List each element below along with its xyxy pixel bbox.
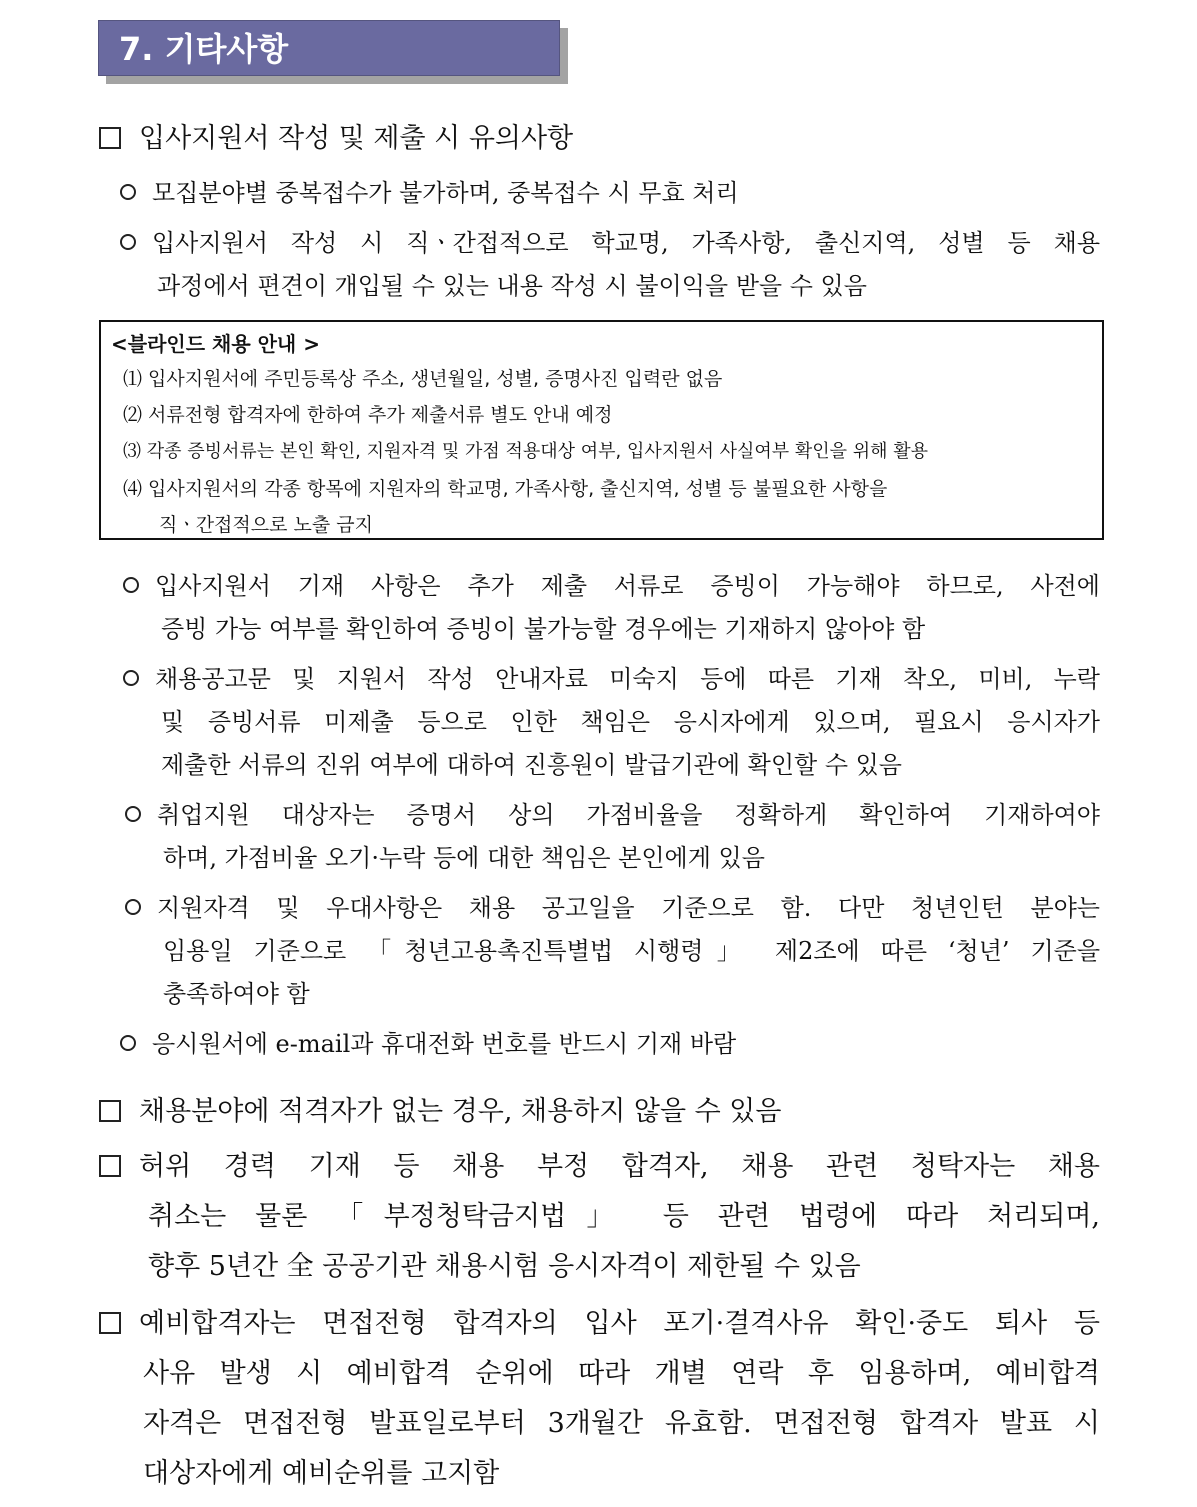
bullet-4-line-2: 및 증빙서류 미제출 등으로 인한 책임은 응시자에게 있으며, 필요시 응시자가: [161, 708, 1100, 736]
circle-bullet-icon: [120, 1035, 136, 1051]
checkbox-square-icon: [99, 1155, 121, 1177]
bullet-6-line-1: 지원자격 및 우대사항은 채용 공고일을 기준으로 함. 다만 청년인턴 분야는: [125, 888, 1100, 923]
section-3-line-2: 취소는 물론 「부정청탁금지법」 등 관련 법령에 따라 처리되며,: [148, 1201, 1100, 1232]
bullet-4-line-1: 채용공고문 및 지원서 작성 안내자료 미숙지 등에 따른 기재 착오, 미비, 누락: [123, 659, 1100, 694]
circle-bullet-icon: [120, 234, 136, 250]
section-heading-1: 입사지원서 작성 및 제출 시 유의사항: [99, 116, 573, 155]
bullet-2-line-1: 입사지원서 작성 시 직ㆍ간접적으로 학교명, 가족사항, 출신지역, 성별 등 채용: [120, 223, 1100, 258]
section-3-line-3: 향후 5년간 全 공공기관 채용시험 응시자격이 제한될 수 있음: [148, 1251, 861, 1282]
notice-item-continuation: 직ㆍ간접적으로 노출 금지: [159, 514, 373, 536]
bullet-6-line-2: 임용일 기준으로 「청년고용촉진특별법 시행령」 제2조에 따른 ‘청년’ 기준을: [163, 937, 1100, 965]
section-title-banner: [98, 20, 568, 82]
section-heading-4-line-1: 예비합격자는 면접전형 합격자의 입사 포기·결격사유 확인·중도 퇴사 등: [99, 1301, 1100, 1340]
bullet-5-line-2: 하며, 가점비율 오기·누락 등에 대한 책임은 본인에게 있음: [163, 844, 765, 872]
section-4-line-3: 자격은 면접전형 발표일로부터 3개월간 유효함. 면접전형 합격자 발표 시: [143, 1408, 1100, 1439]
notice-item: ⑴ 입사지원서에 주민등록상 주소, 생년월일, 성별, 증명사진 입력란 없음: [123, 368, 723, 390]
bullet-7: 응시원서에 e-mail과 휴대전화 번호를 반드시 기재 바람: [120, 1024, 736, 1059]
bullet-3-line-2: 증빙 가능 여부를 확인하여 증빙이 불가능할 경우에는 기재하지 않아야 함: [161, 615, 926, 643]
section-heading-3-line-1: 허위 경력 기재 등 채용 부정 합격자, 채용 관련 청탁자는 채용: [99, 1144, 1100, 1183]
checkbox-square-icon: [99, 1312, 121, 1334]
circle-bullet-icon: [123, 670, 139, 686]
circle-bullet-icon: [125, 899, 141, 915]
bullet-4-line-3: 제출한 서류의 진위 여부에 대하여 진흥원이 발급기관에 확인할 수 있음: [161, 751, 902, 779]
notice-title: <블라인드 채용 안내 >: [111, 332, 320, 356]
notice-item: ⑷ 입사지원서의 각종 항목에 지원자의 학교명, 가족사항, 출신지역, 성별 등 불필요한 사항을: [123, 478, 888, 500]
section-heading-2: 채용분야에 적격자가 없는 경우, 채용하지 않을 수 있음: [99, 1089, 781, 1128]
section-4-line-4: 대상자에게 예비순위를 고지함: [143, 1458, 500, 1489]
checkbox-square-icon: [99, 127, 121, 149]
bullet-1: 모집분야별 중복접수가 불가하며, 중복접수 시 무효 처리: [120, 173, 739, 208]
bullet-6-line-3: 충족하여야 함: [163, 980, 310, 1008]
circle-bullet-icon: [120, 184, 136, 200]
notice-item: ⑶ 각종 증빙서류는 본인 확인, 지원자격 및 가점 적용대상 여부, 입사지원서 사실여부 확인을 위해 활용: [123, 441, 929, 462]
blind-hiring-notice-box: [99, 320, 1104, 540]
bullet-5-line-1: 취업지원 대상자는 증명서 상의 가점비율을 정확하게 확인하여 기재하여야: [125, 795, 1100, 830]
bullet-2-line-2: 과정에서 편견이 개입될 수 있는 내용 작성 시 불이익을 받을 수 있음: [157, 272, 867, 300]
notice-item: ⑵ 서류전형 합격자에 한하여 추가 제출서류 별도 안내 예정: [123, 404, 613, 426]
section-title: 7. 기타사항: [98, 20, 560, 76]
section-4-line-2: 사유 발생 시 예비합격 순위에 따라 개별 연락 후 임용하며, 예비합격: [143, 1358, 1100, 1389]
circle-bullet-icon: [125, 806, 141, 822]
circle-bullet-icon: [123, 577, 139, 593]
bullet-3-line-1: 입사지원서 기재 사항은 추가 제출 서류로 증빙이 가능해야 하므로, 사전에: [123, 566, 1100, 601]
checkbox-square-icon: [99, 1100, 121, 1122]
